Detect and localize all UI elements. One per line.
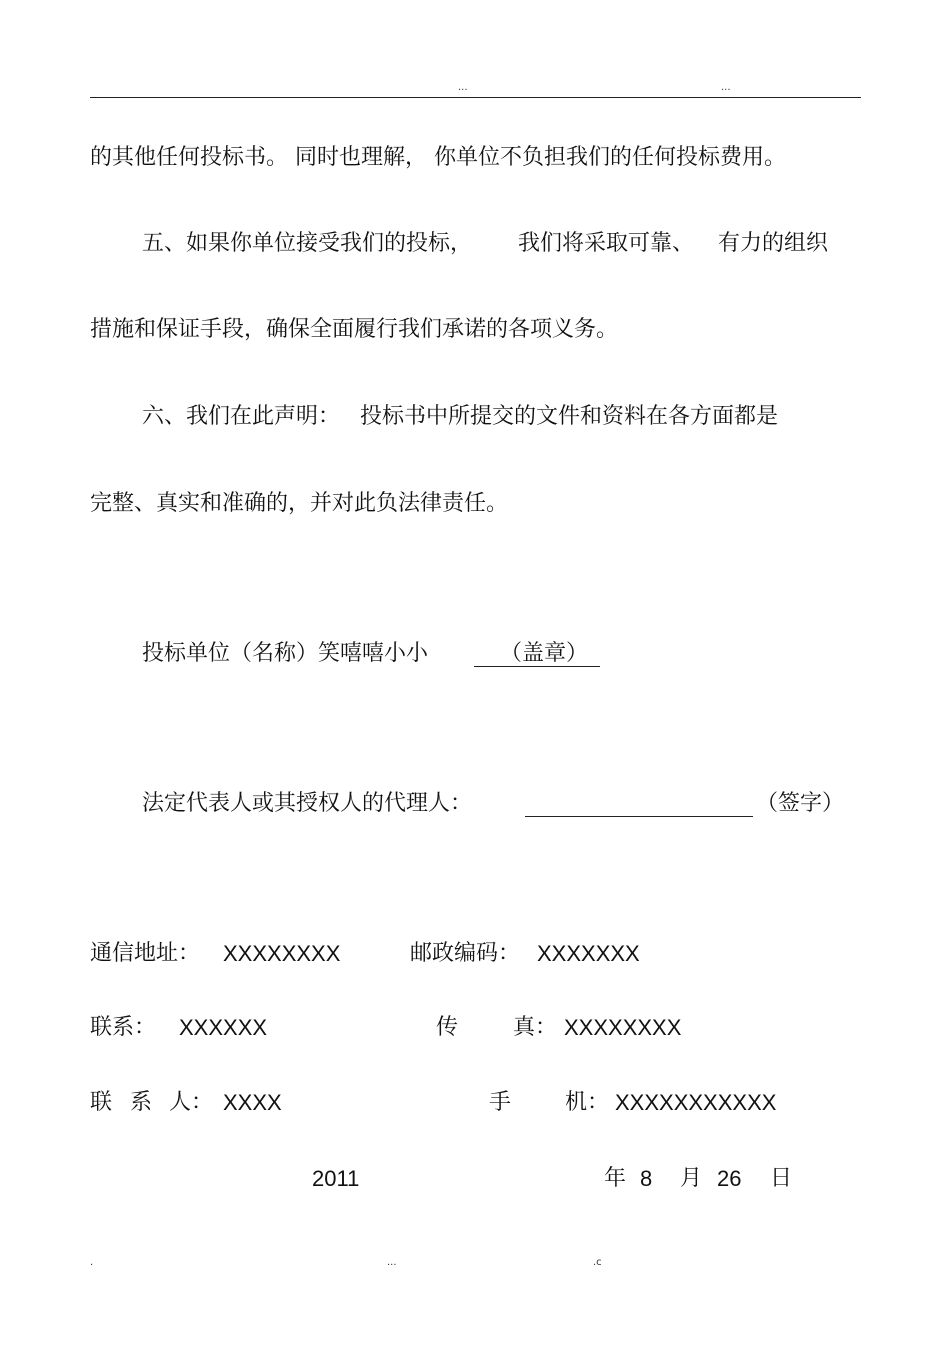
postcode-value: XXXXXXX <box>537 941 640 966</box>
mobile-label-b: 机： <box>565 1090 610 1115</box>
footer-mark-1: . <box>90 1257 94 1268</box>
date-year-unit: 年 <box>604 1166 627 1191</box>
seal-underline <box>474 666 600 667</box>
address-value: XXXXXXXX <box>223 941 341 966</box>
seal-note: （盖章） <box>500 641 589 666</box>
paragraph-6-line1-a: 六、我们在此声明： <box>142 404 341 429</box>
paragraph-6-line1-b: 投标书中所提交的文件和资料在各方面都是 <box>360 404 779 429</box>
paragraph-5-line1-b: 我们将采取可靠、 <box>518 231 695 256</box>
footer-mark-2: ... <box>387 1257 397 1268</box>
sign-note: （签字） <box>756 791 845 816</box>
address-label: 通信地址： <box>90 941 201 966</box>
paragraph-5-line2: 措施和保证手段，确保全面履行我们承诺的各项义务。 <box>90 317 619 342</box>
header-mark-2: ... <box>721 82 731 93</box>
fax-label-a: 传 <box>436 1015 459 1040</box>
mobile-value: XXXXXXXXXXX <box>615 1090 777 1115</box>
date-day: 26 <box>717 1166 742 1191</box>
postcode-label: 邮政编码： <box>410 941 521 966</box>
fax-value: XXXXXXXX <box>564 1015 682 1040</box>
phone-value: XXXXXX <box>179 1015 268 1040</box>
representative-label: 法定代表人或其授权人的代理人： <box>142 791 473 816</box>
date-month: 8 <box>640 1166 653 1191</box>
fax-label-b: 真： <box>513 1015 558 1040</box>
date-year: 2011 <box>312 1166 360 1191</box>
paragraph-6-line2: 完整、真实和准确的，并对此负法律责任。 <box>90 491 509 516</box>
phone-label: 联系： <box>90 1015 157 1040</box>
contact-person-label-1: 联 <box>90 1090 113 1115</box>
date-month-unit: 月 <box>680 1166 703 1191</box>
header-mark-1: ... <box>458 82 468 93</box>
contact-person-label-2: 系 <box>130 1090 153 1115</box>
header-rule <box>90 97 861 98</box>
paragraph-5-line1-c: 有力的组织 <box>718 231 829 256</box>
mobile-label-a: 手 <box>489 1090 512 1115</box>
bidder-name-label: 投标单位（名称）笑嘻嘻小小 <box>142 641 429 666</box>
footer-mark-3: .c <box>593 1257 602 1268</box>
paragraph-4-tail: 的其他任何投标书。 同时也理解， 你单位不负担我们的任何投标费用。 <box>90 145 786 170</box>
contact-person-value: XXXX <box>223 1090 282 1115</box>
paragraph-5-line1-a: 五、如果你单位接受我们的投标， <box>142 231 473 256</box>
signature-field[interactable] <box>525 816 753 817</box>
date-day-unit: 日 <box>770 1166 793 1191</box>
contact-person-label-3: 人： <box>169 1090 214 1115</box>
